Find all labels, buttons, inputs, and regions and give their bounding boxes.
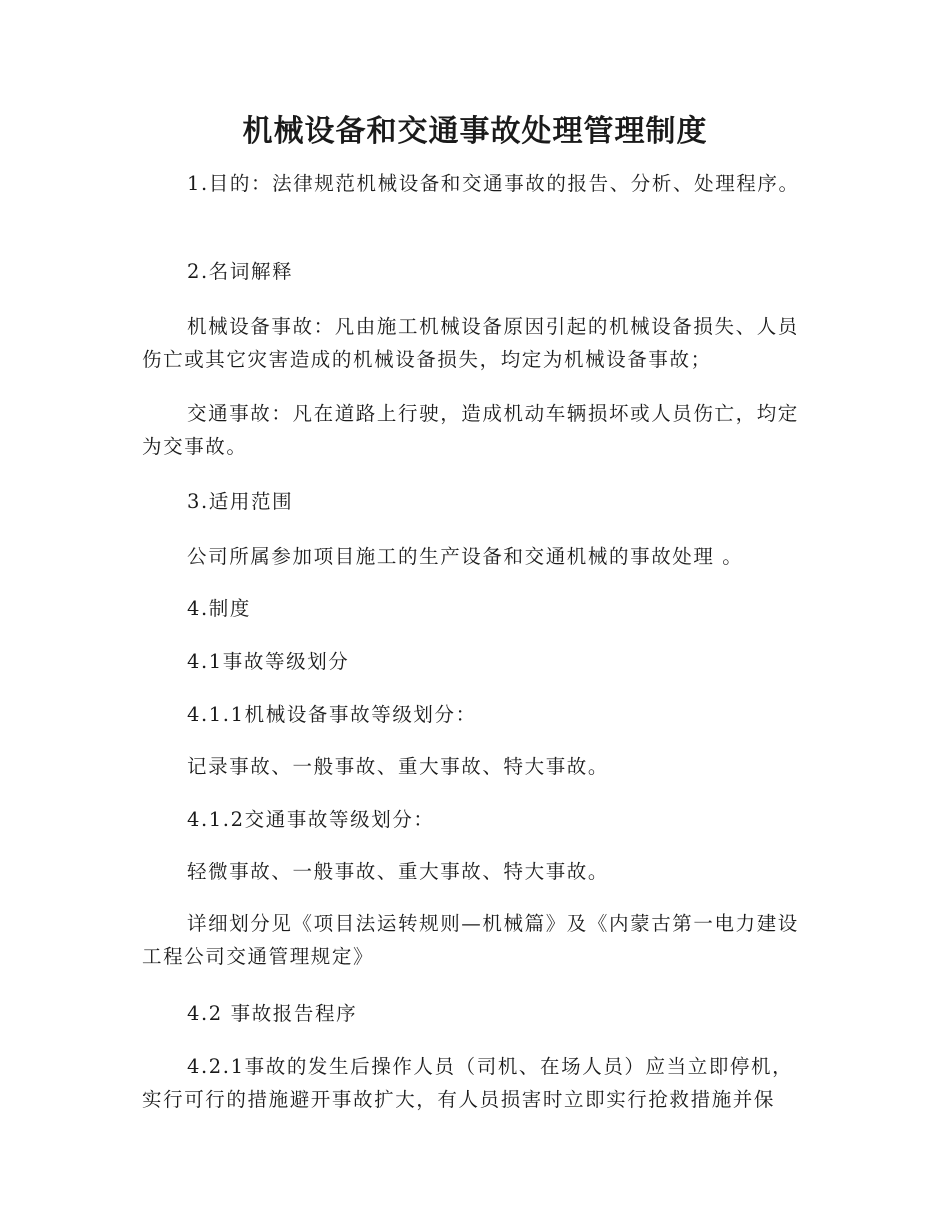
paragraph-scope-text: 公司所属参加项目施工的生产设备和交通机械的事故处理 。 xyxy=(187,545,744,568)
paragraph-detail-reference: 详细划分见《项目法运转规则—机械篇》及《内蒙古第一电力建设工程公司交通管理规定》 xyxy=(142,912,799,968)
paragraph-report-procedure-text: 4.2.1事故的发生后操作人员（司机、在场人员）应当立即停机，实行可行的措施避开事故扩大，有人员损害时立即实行抢救措施并保 xyxy=(142,1055,794,1111)
document-title: 机械设备和交通事故处理管理制度 xyxy=(242,114,708,149)
paragraph-traffic-grade-list: 轻微事故、一般事故、重大事故、特大事故。 xyxy=(187,860,610,883)
paragraph-report-procedure-heading: 4.2 事故报告程序 xyxy=(187,1002,358,1025)
paragraph-machinery-grade-list: 记录事故、一般事故、重大事故、特大事故。 xyxy=(187,755,610,778)
paragraph-traffic-accident-definition: 交通事故：凡在道路上行驶，造成机动车辆损坏或人员伤亡，均定为交事故。 xyxy=(142,402,799,458)
paragraph-machinery-accident-definition: 机械设备事故：凡由施工机械设备原因引起的机械设备损失、人员伤亡或其它灾害造成的机械设备损失，均定为机械设备事故； xyxy=(142,315,799,371)
paragraph-system-heading: 4.制度 xyxy=(187,597,252,620)
paragraph-purpose: 1.目的：法律规范机械设备和交通事故的报告、分析、处理程序。 xyxy=(187,172,800,195)
paragraph-accident-grade-heading: 4.1事故等级划分 xyxy=(187,650,350,673)
paragraph-traffic-grade-heading: 4.1.2交通事故等级划分： xyxy=(187,808,435,831)
paragraph-terms-heading: 2.名词解释 xyxy=(187,260,294,283)
paragraph-scope-heading: 3.适用范围 xyxy=(187,490,294,513)
paragraph-machinery-grade-heading: 4.1.1机械设备事故等级划分： xyxy=(187,703,477,726)
